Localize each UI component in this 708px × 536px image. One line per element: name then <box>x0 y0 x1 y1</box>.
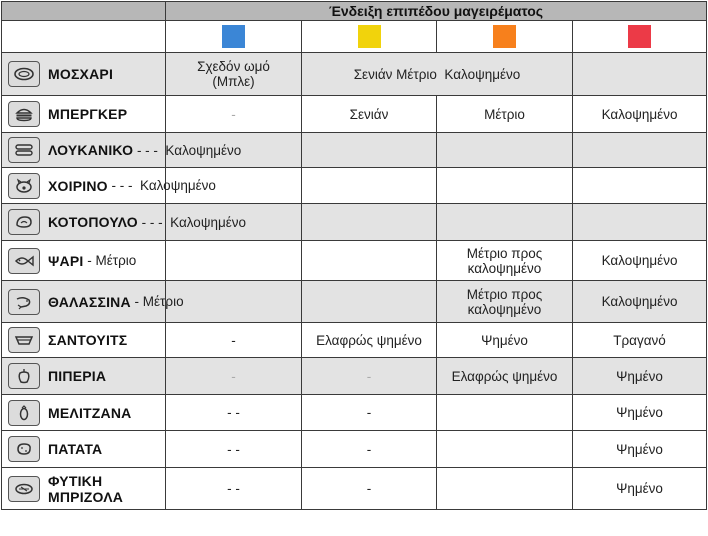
level-cell-yellow <box>302 133 437 168</box>
level-cell-blue: - - <box>166 431 302 468</box>
level-cell-orange <box>437 241 573 281</box>
food-cell-patata <box>2 431 166 468</box>
table-row-patata <box>2 431 707 468</box>
level-cell-yellow: Ελαφρώς ψημένο <box>302 323 437 358</box>
swatch-cell-red <box>573 21 707 53</box>
level-cell-blue: - <box>166 323 302 358</box>
food-cell-piperia <box>2 358 166 395</box>
food-cell-thalassina <box>2 281 184 323</box>
food-level-note: - - - Καλοψημένο <box>133 142 242 158</box>
food-name: ΠΙΠΕΡΙΑ <box>48 368 107 384</box>
pork-icon <box>8 173 40 199</box>
table-row-thalassina <box>2 281 707 323</box>
food-cell-mpergker <box>2 96 166 133</box>
level-cell-orange: Ψημένο <box>437 323 573 358</box>
food-cell-kotopoulo <box>2 204 247 241</box>
food-cell-melitzana <box>2 395 166 431</box>
level-cell-red <box>573 204 707 241</box>
potato-icon <box>8 436 40 462</box>
food-cell-loukaniko <box>2 133 242 168</box>
cell-text: Μέτριο προς καλοψημένο <box>466 245 543 276</box>
food-name: ΚΟΤΟΠΟΥΛΟ <box>48 214 138 230</box>
level-cell-yellow: - <box>302 358 437 395</box>
fish-icon <box>8 248 40 274</box>
seafood-icon <box>8 289 40 315</box>
level-cell-orange <box>437 281 573 323</box>
orange-swatch <box>493 25 516 48</box>
food-name: ΘΑΛΑΣΣΙΝΑ <box>48 293 131 310</box>
cell-text: Σχεδόν ωμό (Μπλε) <box>197 59 270 89</box>
cooking-level-table <box>1 1 707 510</box>
table-row-psari <box>2 241 707 281</box>
level-cell-red: Ψημένο <box>573 358 707 395</box>
title-blank-cell <box>2 2 166 21</box>
swatch-cell-orange <box>437 21 573 53</box>
food-cell-fytiki-mprizola <box>2 468 166 510</box>
table-row-mpergker <box>2 96 707 133</box>
level-cell-blue: - <box>166 358 302 395</box>
blue-swatch <box>222 25 245 48</box>
cell-text: Σενιάν Μέτριο Καλοψημένο <box>353 66 521 82</box>
swatch-blank-cell <box>2 21 166 53</box>
sausage-icon <box>8 137 40 163</box>
food-name: ΜΟΣΧΑΡΙ <box>48 66 114 82</box>
level-cell-orange: Μέτριο <box>437 96 573 133</box>
food-cell-psari <box>2 241 166 281</box>
level-cell-blue <box>166 281 302 323</box>
burger-icon <box>8 101 40 127</box>
food-name: ΦΥΤΙΚΗ ΜΠΡΙΖΟΛΑ <box>48 472 124 505</box>
chicken-icon <box>8 209 40 235</box>
food-name: ΜΠΕΡΓΚΕΡ <box>48 106 128 122</box>
level-cell-red <box>573 168 707 204</box>
table-row-melitzana <box>2 395 707 431</box>
level-cell-blue: - - <box>166 395 302 431</box>
level-cell-orange <box>437 431 573 468</box>
cell-text: Μέτριο προς καλοψημένο <box>466 286 543 317</box>
level-cell-blue <box>166 241 302 281</box>
level-cell-orange <box>437 204 573 241</box>
eggplant-icon <box>8 400 40 426</box>
level-cell-yellow: - <box>302 468 437 510</box>
food-name: ΜΕΛΙΤΖΑΝΑ <box>48 404 132 421</box>
level-cell-red: Ψημένο <box>573 395 707 431</box>
food-cell-santouits <box>2 323 166 358</box>
yellow-swatch <box>358 25 381 48</box>
level-cell-yellow: - <box>302 431 437 468</box>
level-cell-orange: Ελαφρώς ψημένο <box>437 358 573 395</box>
food-cell-choirino <box>2 168 216 204</box>
food-name: ΣΑΝΤΟΥΙΤΣ <box>48 332 128 348</box>
table-row-piperia <box>2 358 707 395</box>
level-cell-blue: - - <box>166 468 302 510</box>
level-cell-blue: - <box>166 96 302 133</box>
level-cell-yellow-orange <box>302 53 573 96</box>
level-cell-yellow <box>302 168 437 204</box>
table-row-kotopoulo <box>2 204 707 241</box>
level-cell-orange <box>437 395 573 431</box>
table-row-santouits <box>2 323 707 358</box>
table-row-choirino <box>2 168 707 204</box>
level-cell-blue <box>166 53 302 96</box>
table-title: Ένδειξη επιπέδου μαγειρέματος <box>166 2 707 21</box>
table-row-fytiki-mprizola <box>2 468 707 510</box>
food-level-note: - Μέτριο <box>83 253 137 268</box>
level-cell-red <box>573 53 707 96</box>
food-name: ΧΟΙΡΙΝΟ <box>48 177 108 194</box>
level-cell-red <box>573 133 707 168</box>
table-row-loukaniko <box>2 133 707 168</box>
swatch-cell-yellow <box>302 21 437 53</box>
food-name: ΛΟΥΚΑΝΙΚΟ <box>48 142 134 158</box>
pepper-icon <box>8 363 40 389</box>
food-level-note: - - - Καλοψημένο <box>107 178 216 193</box>
table-row-moschari <box>2 53 707 96</box>
steak-icon <box>8 61 40 87</box>
red-swatch <box>628 25 651 48</box>
level-cell-yellow <box>302 204 437 241</box>
level-cell-orange <box>437 133 573 168</box>
level-cell-red: Καλοψημένο <box>573 96 707 133</box>
food-level-note: - - - Καλοψημένο <box>137 214 247 230</box>
level-cell-red: Καλοψημένο <box>573 281 707 323</box>
food-name: ΨΑΡΙ <box>48 252 84 269</box>
level-cell-yellow <box>302 241 437 281</box>
sandwich-icon <box>8 327 40 353</box>
level-cell-red: Καλοψημένο <box>573 241 707 281</box>
level-cell-yellow: - <box>302 395 437 431</box>
title-row <box>2 2 707 21</box>
swatch-cell-blue <box>166 21 302 53</box>
veggie-steak-icon <box>8 476 40 502</box>
level-cell-yellow: Σενιάν <box>302 96 437 133</box>
level-cell-yellow <box>302 281 437 323</box>
level-cell-orange <box>437 168 573 204</box>
level-cell-orange <box>437 468 573 510</box>
food-level-note: - Μέτριο <box>130 294 184 309</box>
level-cell-red: Ψημένο <box>573 431 707 468</box>
level-cell-red: Ψημένο <box>573 468 707 510</box>
food-name: ΠΑΤΑΤΑ <box>48 441 103 457</box>
color-swatch-row <box>2 21 707 53</box>
food-cell-moschari <box>2 53 166 96</box>
level-cell-red: Τραγανό <box>573 323 707 358</box>
